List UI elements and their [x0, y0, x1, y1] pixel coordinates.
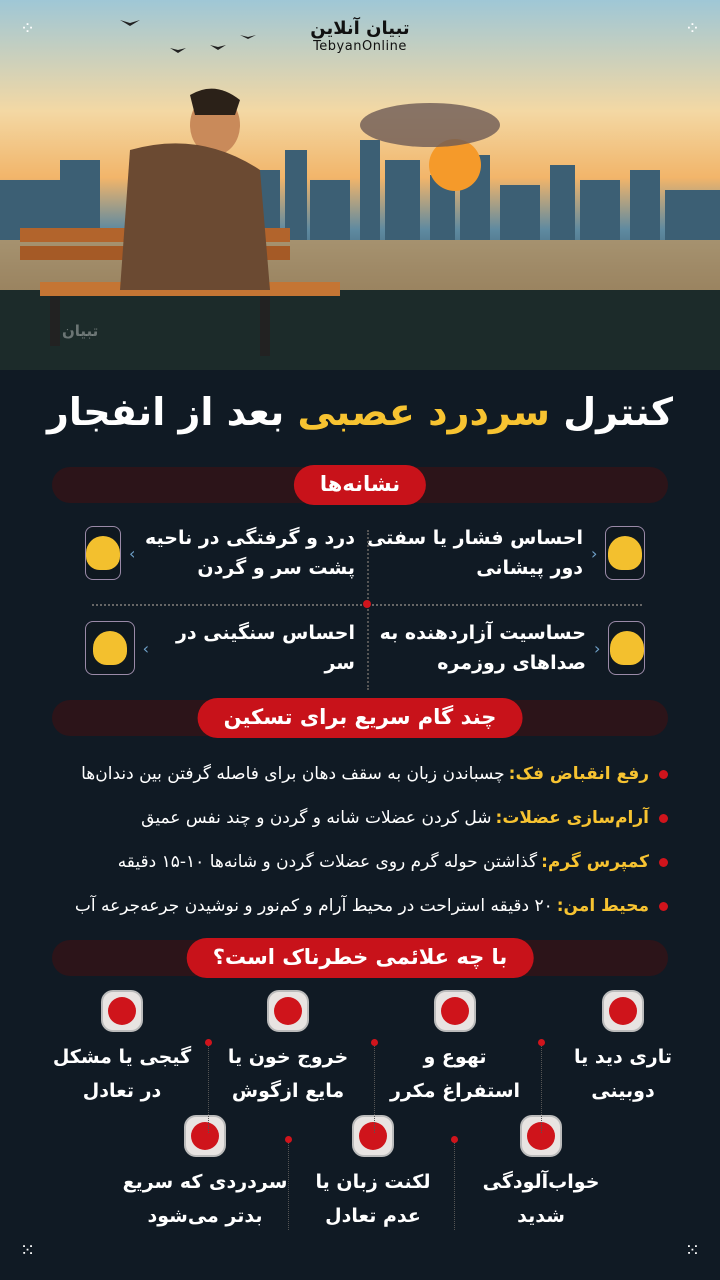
- danger-divider: [288, 1140, 289, 1230]
- vertical-divider: [367, 530, 369, 690]
- danger-item: [370, 990, 540, 1108]
- worsening-headache-icon: [184, 1115, 226, 1157]
- hero-illustration: [0, 0, 720, 370]
- head-pain-icon: [85, 526, 121, 580]
- danger-text: گیجی یا مشکل: [52, 1046, 192, 1068]
- danger-divider: [374, 1043, 375, 1133]
- dizziness-icon: [101, 990, 143, 1032]
- noise-sensitivity-icon: [608, 621, 645, 675]
- head-pressure-icon: [605, 526, 645, 580]
- danger-text: بدتر می‌شود: [147, 1205, 263, 1227]
- speech-brain-icon: [352, 1115, 394, 1157]
- danger-heading: با چه علائمی خطرناک است؟: [187, 938, 534, 978]
- step-item: [48, 840, 668, 884]
- danger-text: عدم تعادل: [325, 1205, 421, 1227]
- ear-bleeding-icon: [267, 990, 309, 1032]
- corner-dots-icon: ⁙: [684, 1240, 700, 1261]
- sitting-man: [120, 89, 270, 290]
- step-text: شل کردن عضلات شانه و گردن و چند نفس عمیق: [141, 808, 492, 828]
- city-bench-illustration: [0, 0, 720, 370]
- brand-logo: [0, 18, 720, 54]
- danger-text: تهوع و: [423, 1046, 487, 1068]
- step-label: رفع انقباض فک:: [508, 764, 649, 784]
- grass: [0, 290, 720, 370]
- divider-dot: [363, 600, 371, 608]
- heavy-head-icon: [85, 621, 135, 675]
- danger-item: [288, 1115, 458, 1233]
- chevron-icon: ‹: [591, 543, 598, 563]
- step-text: گذاشتن حوله گرم روی عضلات گردن و شانه‌ها ۱۰-۱۵ دقیقه: [117, 852, 538, 872]
- vomiting-icon: [434, 990, 476, 1032]
- steps-section-bar: [52, 700, 668, 736]
- title-part2: بعد از انفجار: [47, 390, 285, 434]
- step-item: [48, 752, 668, 796]
- steps-list: [48, 752, 668, 928]
- bullet: [659, 858, 668, 867]
- danger-text: خروج خون یا: [227, 1046, 349, 1068]
- corner-dots-icon: ⁙: [20, 1240, 36, 1261]
- danger-divider: [541, 1043, 542, 1133]
- danger-item: [120, 1115, 290, 1233]
- danger-item: [37, 990, 207, 1108]
- smoke: [360, 103, 500, 147]
- symptom-item: [345, 523, 645, 583]
- symptoms-heading: نشانه‌ها: [294, 465, 426, 505]
- danger-item: [203, 990, 373, 1108]
- danger-text: تاری دید یا: [574, 1046, 672, 1068]
- city-skyline: [0, 140, 720, 240]
- step-item: [48, 884, 668, 928]
- symptom-text: احساس فشار یا سفتی دور پیشانی: [366, 527, 584, 579]
- blurred-vision-icon: [602, 990, 644, 1032]
- steps-heading: چند گام سریع برای تسکین: [198, 698, 523, 738]
- corner-dots-icon: ⁘: [684, 18, 700, 39]
- symptom-item-left: [85, 618, 355, 678]
- danger-item: [538, 990, 708, 1108]
- bullet: [659, 902, 668, 911]
- danger-text: در تعادل: [82, 1080, 162, 1102]
- step-label: آرام‌سازی عضلات:: [495, 808, 649, 828]
- logo-persian: تبیان آنلاین: [310, 18, 410, 39]
- logo-english: TebyanOnline: [313, 39, 407, 54]
- step-label: کمپرس گرم:: [541, 852, 649, 872]
- symptom-item-left: [85, 523, 355, 583]
- symptom-text: حساسیت آزاردهنده به صداهای روزمره: [379, 622, 586, 674]
- chevron-icon: ‹: [593, 638, 601, 658]
- danger-text: سردردی که سریع: [122, 1171, 288, 1193]
- chevron-icon: ‹: [129, 543, 136, 563]
- danger-text: لکنت زبان یا: [315, 1171, 431, 1193]
- danger-section-bar: [52, 940, 668, 976]
- danger-text: شدید: [517, 1205, 565, 1227]
- watermark: تبیان: [62, 322, 99, 340]
- step-item: [48, 796, 668, 840]
- step-label: محیط امن:: [556, 896, 649, 916]
- symptoms-section-bar: [52, 467, 668, 503]
- symptom-text: درد و گرفتگی در ناحیه پشت سر و گردن: [145, 527, 355, 579]
- page-title: [0, 390, 720, 434]
- danger-text: استفراغ مکرر: [389, 1080, 521, 1102]
- danger-text: خواب‌آلودگی: [482, 1171, 600, 1193]
- bullet: [659, 814, 668, 823]
- symptom-item: [345, 618, 645, 678]
- chevron-icon: ‹: [142, 638, 150, 658]
- title-highlight: سردرد عصبی: [297, 390, 550, 434]
- title-part1: کنترل: [563, 390, 673, 434]
- symptom-text: احساس سنگینی در سر: [175, 622, 355, 674]
- danger-text: دوبینی: [591, 1080, 655, 1102]
- bullet: [659, 770, 668, 779]
- step-text: چسباندن زبان به سقف دهان برای فاصله گرفتن بین دندان‌ها: [81, 764, 505, 784]
- corner-dots-icon: ⁘: [20, 18, 36, 39]
- danger-divider: [454, 1140, 455, 1230]
- step-text: ۲۰ دقیقه استراحت در محیط آرام و کم‌نور و نوشیدن جرعه‌جرعه آب: [74, 896, 553, 916]
- danger-divider: [208, 1043, 209, 1133]
- danger-text: مایع ازگوش: [231, 1080, 345, 1102]
